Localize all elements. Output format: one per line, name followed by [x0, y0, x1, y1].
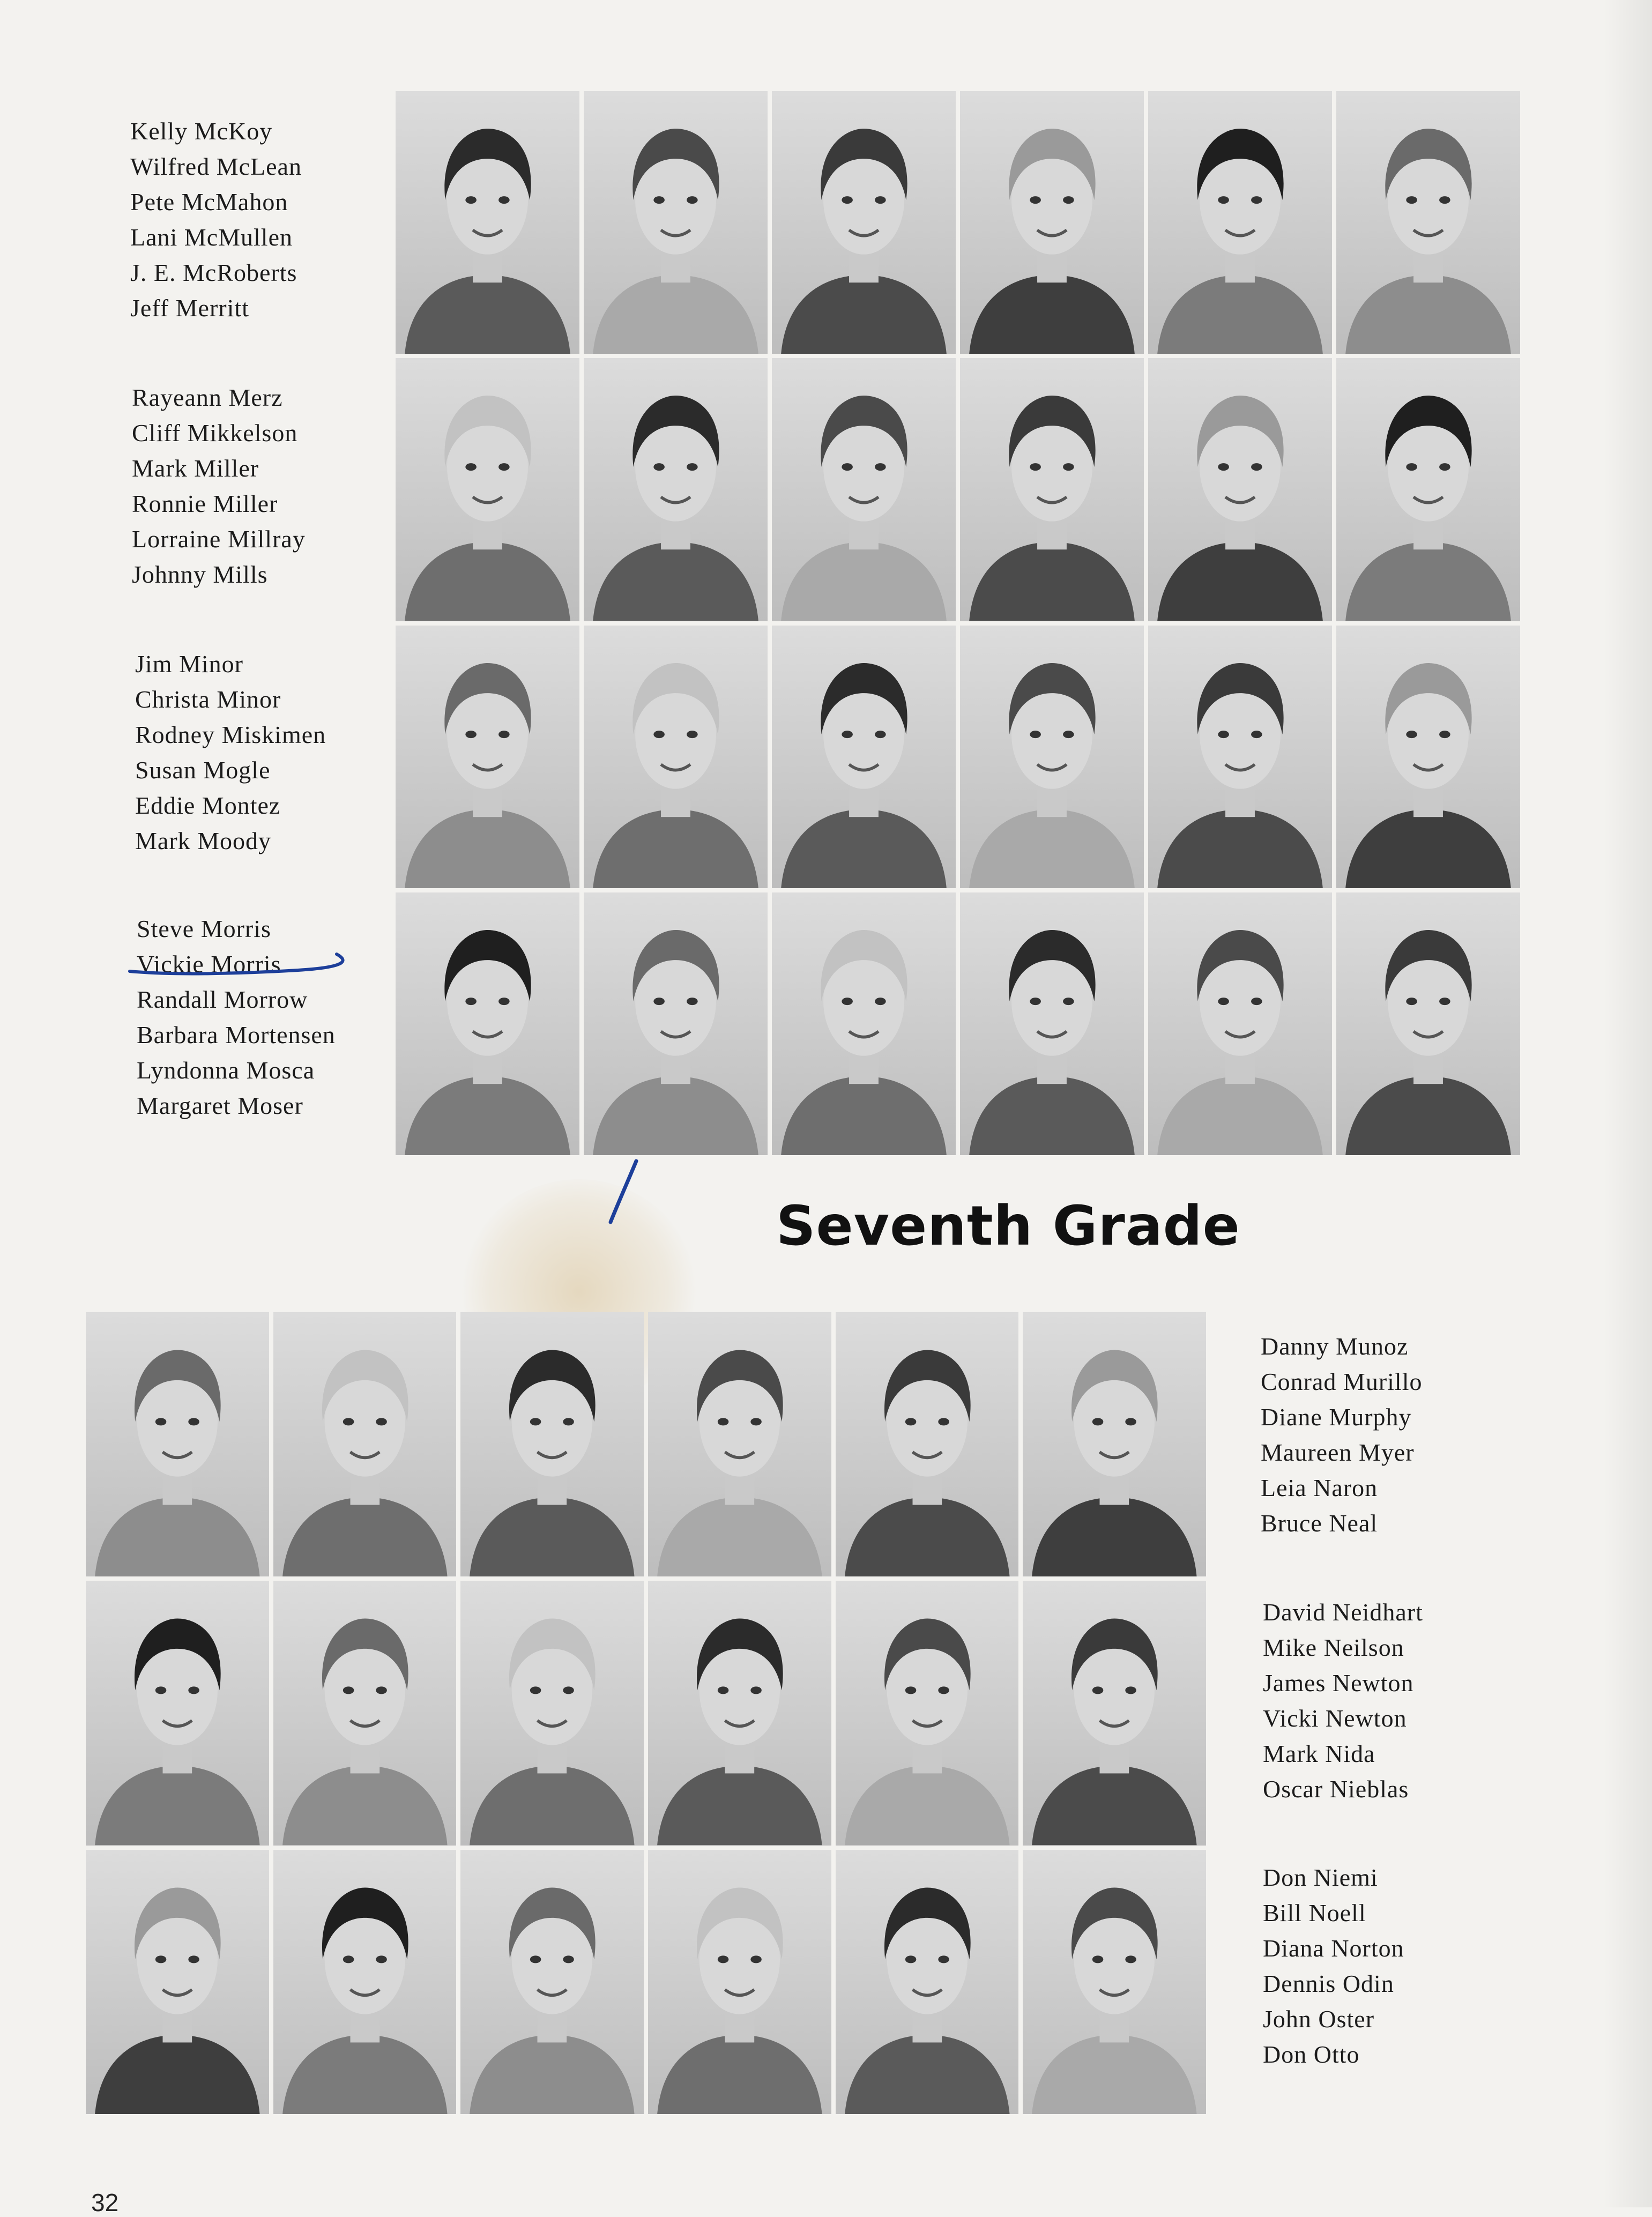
portrait-silhouette — [273, 1312, 457, 1576]
student-name: Johnny Mills — [132, 561, 268, 588]
portrait-silhouette — [772, 892, 956, 1155]
portrait-silhouette — [772, 358, 956, 621]
portrait-silhouette — [1023, 1850, 1206, 2114]
student-name: Ronnie Miller — [132, 490, 278, 517]
student-photo — [1336, 91, 1520, 354]
student-name: Lorraine Millray — [132, 525, 306, 553]
portrait-silhouette — [584, 626, 768, 888]
student-name: Jeff Merritt — [130, 294, 249, 322]
student-photo — [584, 91, 768, 354]
student-name: Bill Noell — [1263, 1899, 1366, 1926]
portrait-silhouette — [1023, 1581, 1206, 1845]
upper-name-list-1 — [130, 114, 302, 326]
student-name: Mark Miller — [132, 455, 259, 482]
student-photo — [836, 1312, 1019, 1576]
portrait-silhouette — [1023, 1312, 1206, 1576]
portrait-silhouette — [1148, 358, 1332, 621]
student-photo — [772, 91, 956, 354]
student-name: James Newton — [1263, 1669, 1414, 1697]
portrait-silhouette — [960, 358, 1144, 621]
student-name: Barbara Mortensen — [137, 1021, 336, 1048]
portrait-silhouette — [772, 91, 956, 354]
student-photo — [836, 1581, 1019, 1845]
page-heading: Seventh Grade — [776, 1194, 1240, 1258]
student-photo — [86, 1850, 269, 2114]
portrait-silhouette — [396, 892, 579, 1155]
student-name: Margaret Moser — [137, 1092, 303, 1119]
pen-underline-mark — [126, 949, 352, 981]
pen-slash-mark — [603, 1158, 646, 1227]
student-name: Maureen Myer — [1261, 1439, 1415, 1466]
portrait-silhouette — [960, 626, 1144, 888]
student-photo — [396, 892, 579, 1155]
portrait-silhouette — [836, 1581, 1019, 1845]
student-name: Cliff Mikkelson — [132, 419, 298, 447]
portrait-silhouette — [273, 1581, 457, 1845]
student-name: Susan Mogle — [135, 756, 271, 784]
student-photo — [273, 1581, 457, 1845]
upper-name-list-4 — [137, 911, 336, 1124]
student-photo — [648, 1312, 831, 1576]
student-photo — [460, 1850, 644, 2114]
student-photo — [1336, 626, 1520, 888]
student-name: Rayeann Merz — [132, 384, 283, 411]
student-name: Rodney Miskimen — [135, 721, 326, 748]
student-name: Mike Neilson — [1263, 1634, 1404, 1661]
lower-name-list-2 — [1263, 1595, 1423, 1807]
student-photo — [584, 626, 768, 888]
student-name: Eddie Montez — [135, 792, 281, 819]
portrait-silhouette — [460, 1312, 644, 1576]
portrait-silhouette — [584, 91, 768, 354]
portrait-silhouette — [584, 358, 768, 621]
portrait-silhouette — [1336, 358, 1520, 621]
portrait-silhouette — [648, 1581, 831, 1845]
portrait-silhouette — [1336, 91, 1520, 354]
student-photo — [273, 1312, 457, 1576]
portrait-silhouette — [648, 1850, 831, 2114]
student-photo — [772, 626, 956, 888]
student-name: Diana Norton — [1263, 1935, 1404, 1962]
student-name: Pete McMahon — [130, 188, 288, 215]
portrait-silhouette — [1148, 626, 1332, 888]
student-name: Kelly McKoy — [130, 117, 273, 145]
upper-photo-grid — [396, 91, 1520, 1155]
portrait-silhouette — [648, 1312, 831, 1576]
student-name: Steve Morris — [137, 915, 271, 942]
portrait-silhouette — [772, 626, 956, 888]
portrait-silhouette — [396, 358, 579, 621]
student-name: Lani McMullen — [130, 224, 293, 251]
portrait-silhouette — [460, 1850, 644, 2114]
student-name: Vickie Morris — [137, 950, 281, 978]
portrait-silhouette — [1336, 626, 1520, 888]
student-name: Jim Minor — [135, 650, 243, 678]
student-photo — [1336, 358, 1520, 621]
student-photo — [1336, 892, 1520, 1155]
student-name: Dennis Odin — [1263, 1970, 1394, 1997]
student-photo — [772, 892, 956, 1155]
student-photo — [1148, 91, 1332, 354]
student-photo — [584, 892, 768, 1155]
student-name: Wilfred McLean — [130, 153, 302, 180]
student-name: Lyndonna Mosca — [137, 1057, 315, 1084]
student-name: Mark Moody — [135, 827, 272, 854]
student-photo — [648, 1850, 831, 2114]
lower-photo-grid — [86, 1312, 1206, 2114]
student-name: John Oster — [1263, 2005, 1375, 2033]
portrait-silhouette — [584, 892, 768, 1155]
student-name: Christa Minor — [135, 686, 281, 713]
student-name: Bruce Neal — [1261, 1509, 1378, 1537]
student-name: Diane Murphy — [1261, 1403, 1412, 1431]
student-photo — [648, 1581, 831, 1845]
student-photo — [836, 1850, 1019, 2114]
student-name: Vicki Newton — [1263, 1705, 1407, 1732]
student-photo — [1148, 626, 1332, 888]
student-photo — [396, 626, 579, 888]
student-photo — [273, 1850, 457, 2114]
student-photo — [460, 1312, 644, 1576]
student-photo — [86, 1312, 269, 1576]
student-photo — [460, 1581, 644, 1845]
portrait-silhouette — [86, 1850, 269, 2114]
page-gutter-shadow — [1604, 0, 1652, 2207]
student-name: J. E. McRoberts — [130, 259, 297, 286]
student-photo — [396, 358, 579, 621]
portrait-silhouette — [960, 892, 1144, 1155]
portrait-silhouette — [86, 1581, 269, 1845]
portrait-silhouette — [1148, 91, 1332, 354]
portrait-silhouette — [836, 1312, 1019, 1576]
student-photo — [1023, 1312, 1206, 1576]
student-name: Randall Morrow — [137, 986, 308, 1013]
student-name: Don Otto — [1263, 2041, 1360, 2068]
student-photo — [396, 91, 579, 354]
portrait-silhouette — [1336, 892, 1520, 1155]
page-number: 32 — [91, 2189, 119, 2216]
student-photo — [86, 1581, 269, 1845]
portrait-silhouette — [836, 1850, 1019, 2114]
portrait-silhouette — [960, 91, 1144, 354]
student-name: Oscar Nieblas — [1263, 1775, 1409, 1803]
student-photo — [1023, 1850, 1206, 2114]
student-photo — [960, 626, 1144, 888]
lower-name-list-1 — [1261, 1329, 1422, 1541]
student-photo — [960, 358, 1144, 621]
lower-name-list-3 — [1263, 1860, 1404, 2072]
student-photo — [772, 358, 956, 621]
upper-name-list-3 — [135, 646, 326, 859]
student-photo — [960, 91, 1144, 354]
portrait-silhouette — [1148, 892, 1332, 1155]
student-name: Conrad Murillo — [1261, 1368, 1423, 1395]
portrait-silhouette — [86, 1312, 269, 1576]
student-name: Leia Naron — [1261, 1474, 1378, 1501]
portrait-silhouette — [273, 1850, 457, 2114]
upper-name-list-2 — [132, 380, 306, 592]
student-photo — [1023, 1581, 1206, 1845]
student-photo — [1148, 892, 1332, 1155]
student-name: Mark Nida — [1263, 1740, 1375, 1767]
portrait-silhouette — [396, 626, 579, 888]
student-photo — [1148, 358, 1332, 621]
student-name: Danny Munoz — [1261, 1333, 1409, 1360]
student-photo — [960, 892, 1144, 1155]
student-name: David Neidhart — [1263, 1598, 1423, 1626]
portrait-silhouette — [460, 1581, 644, 1845]
student-name: Don Niemi — [1263, 1864, 1378, 1891]
student-photo — [584, 358, 768, 621]
portrait-silhouette — [396, 91, 579, 354]
